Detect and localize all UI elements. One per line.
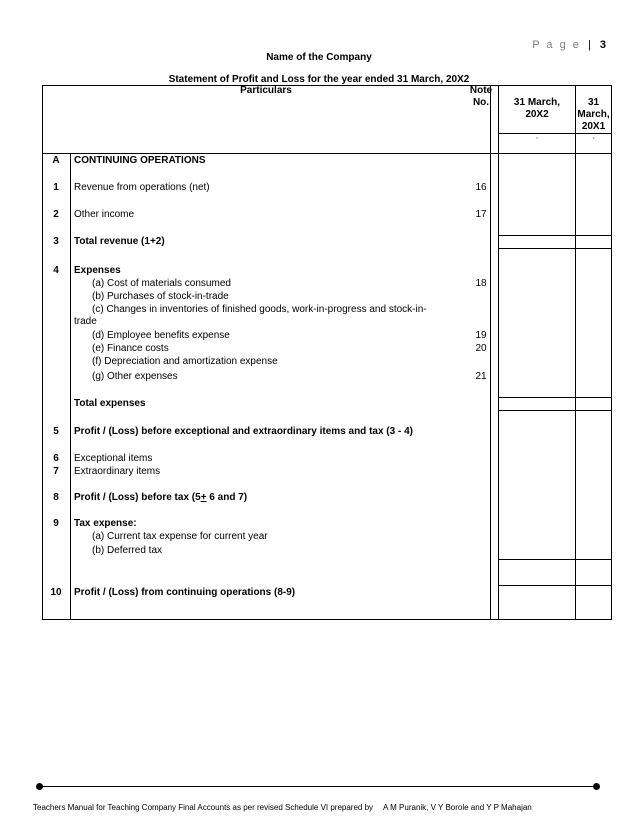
row-label: Total expenses bbox=[74, 398, 146, 409]
section-heading: CONTINUING OPERATIONS bbox=[74, 155, 206, 166]
row-label: Profit / (Loss) from continuing operations (8-9) bbox=[74, 587, 296, 598]
tax-line-bottom bbox=[499, 585, 612, 586]
page-word: P a g e bbox=[532, 39, 581, 51]
row-number: 10 bbox=[50, 587, 62, 598]
row-number: 9 bbox=[53, 518, 59, 529]
row-note: 19 bbox=[475, 330, 487, 341]
col-year-divider bbox=[575, 85, 576, 620]
expense-item: (a) Cost of materials consumed bbox=[92, 278, 231, 289]
statement-title: Statement of Profit and Loss for the year ended 31 March, 20X2 bbox=[168, 74, 470, 85]
row-label: Extraordinary items bbox=[74, 466, 161, 477]
row-note: 20 bbox=[475, 343, 487, 354]
table-border-bottom bbox=[42, 619, 612, 620]
row-number: A bbox=[52, 155, 60, 166]
page-number-value: 3 bbox=[599, 39, 606, 51]
row-label: Exceptional items bbox=[74, 453, 153, 464]
currency-mark-previous: ` bbox=[591, 137, 596, 148]
col-number-divider bbox=[70, 153, 71, 620]
row-number: 8 bbox=[53, 492, 59, 503]
footer bbox=[33, 803, 532, 812]
footer-rule-end-dot bbox=[593, 783, 600, 790]
tax-line-top bbox=[499, 559, 612, 560]
row-note: 18 bbox=[475, 278, 487, 289]
row-note: 17 bbox=[475, 209, 487, 220]
row-number: 3 bbox=[53, 236, 59, 247]
header-bottom-line bbox=[42, 153, 612, 154]
tax-item: (a) Current tax expense for current year bbox=[92, 531, 268, 542]
row-label: Expenses bbox=[74, 265, 121, 276]
row-note: 16 bbox=[475, 182, 487, 193]
footer-authors: A M Puranik, V Y Borole and Y P Mahajan bbox=[383, 803, 532, 812]
page-number bbox=[532, 39, 606, 51]
row-number: 6 bbox=[53, 453, 59, 464]
row-note: 21 bbox=[475, 371, 487, 382]
expense-item-continuation: trade bbox=[74, 316, 97, 327]
expense-item: (c) Changes in inventories of finished goods, work-in-progress and stock-in- bbox=[92, 304, 427, 315]
row-label: Total revenue (1+2) bbox=[74, 236, 165, 247]
row-number: 1 bbox=[53, 182, 59, 193]
currency-mark-current: ` bbox=[535, 137, 539, 148]
total-expenses-line-bottom bbox=[499, 410, 612, 411]
total-revenue-line-top bbox=[499, 235, 612, 236]
header-current-year: 31 March, 20X2 bbox=[513, 97, 561, 120]
header-note: Note No. bbox=[469, 85, 493, 108]
footer-rule-start-dot bbox=[36, 783, 43, 790]
expense-item: (b) Purchases of stock-in-trade bbox=[92, 291, 229, 302]
row-label: Revenue from operations (net) bbox=[74, 182, 210, 193]
expense-item: (e) Finance costs bbox=[92, 343, 169, 354]
expense-item: (f) Depreciation and amortization expense bbox=[92, 356, 278, 367]
profit-loss-table bbox=[42, 85, 612, 620]
tax-item: (b) Deferred tax bbox=[92, 545, 163, 556]
footer-rule bbox=[40, 786, 596, 787]
footer-text: Teachers Manual for Teaching Company Final Accounts as per revised Schedule VI prepared by bbox=[33, 803, 374, 812]
row-label: Tax expense: bbox=[74, 518, 137, 529]
table-border-right bbox=[611, 85, 612, 620]
expense-item: (g) Other expenses bbox=[92, 371, 178, 382]
row-number: 7 bbox=[53, 466, 59, 477]
page-separator: | bbox=[587, 39, 593, 51]
row-label: Profit / (Loss) before exceptional and extraordinary items and tax (3 - 4) bbox=[74, 426, 413, 437]
company-name: Name of the Company bbox=[266, 52, 372, 63]
row-number: 4 bbox=[53, 265, 59, 276]
header-previous-year: 31 March, 20X1 bbox=[577, 97, 610, 132]
total-expenses-line-top bbox=[499, 397, 612, 398]
row-number: 2 bbox=[53, 209, 59, 220]
row-label: Profit / (Loss) before tax (5+ 6 and 7) bbox=[74, 492, 248, 503]
row-number: 5 bbox=[53, 426, 59, 437]
header-currency-line bbox=[498, 133, 611, 134]
header-particulars: Particulars bbox=[240, 85, 292, 96]
expense-item: (d) Employee benefits expense bbox=[92, 330, 230, 341]
total-revenue-line-bottom bbox=[499, 248, 612, 249]
row-label: Other income bbox=[74, 209, 135, 220]
